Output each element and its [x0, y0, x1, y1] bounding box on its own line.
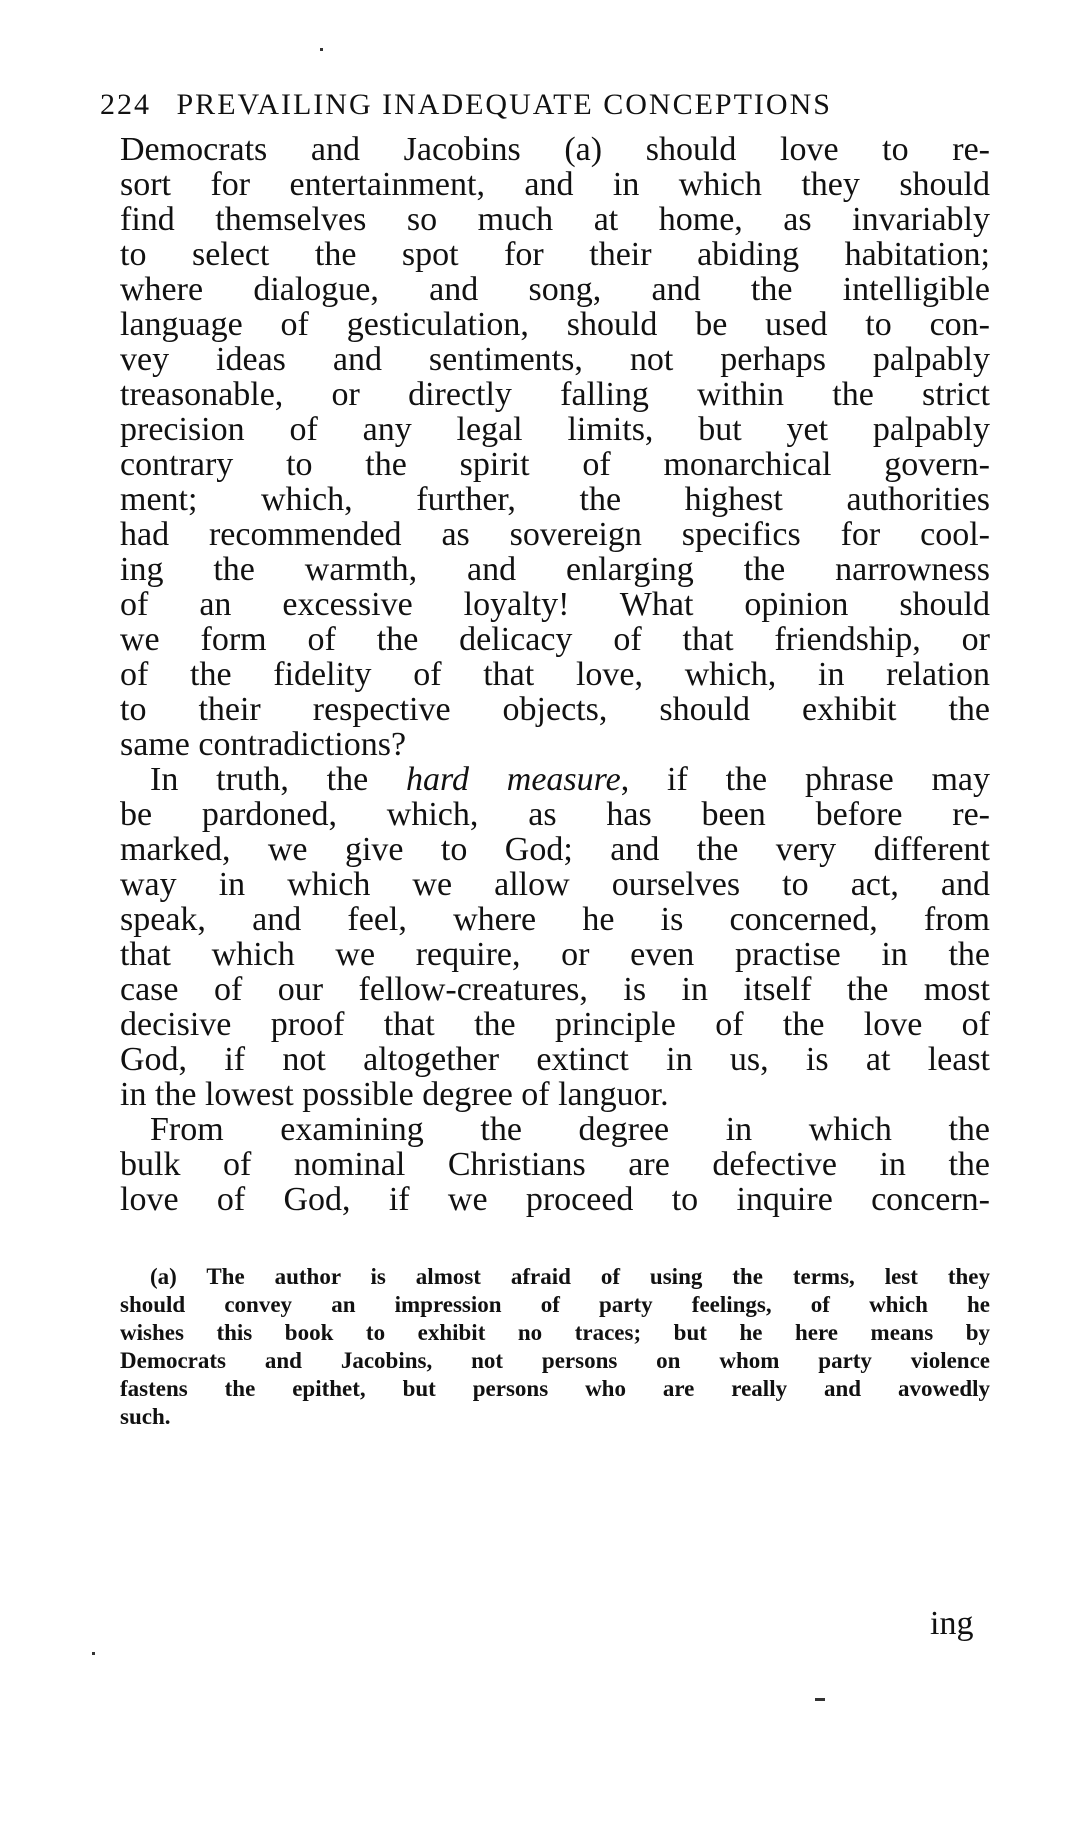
body-line: case of our fellow-creatures, is in itself the most	[120, 971, 990, 1008]
body-line: Democrats and Jacobins (a) should love to re-	[120, 131, 990, 168]
body-line: sort for entertainment, and in which they should	[120, 166, 990, 203]
catchword: ing	[930, 1605, 974, 1642]
body-line: of the fidelity of that love, which, in relation	[120, 656, 990, 693]
body-line: God, if not altogether extinct in us, is at least	[120, 1041, 990, 1078]
body-line: to select the spot for their abiding habitation;	[120, 236, 990, 273]
body-line: to their respective objects, should exhibit the	[120, 691, 990, 728]
text-run: In truth, the	[150, 761, 406, 798]
body-line: vey ideas and sentiments, not perhaps palpably	[120, 341, 990, 378]
running-title: PREVAILING INADEQUATE CONCEPTIONS	[176, 88, 832, 121]
paper-speck	[815, 1698, 825, 1701]
page-number: 224	[100, 88, 151, 121]
footnote-line: should convey an impression of party feelings, of which he	[120, 1292, 990, 1317]
body-line: precision of any legal limits, but yet palpably	[120, 411, 990, 448]
footnote-line: wishes this book to exhibit no traces; but he here means by	[120, 1320, 990, 1345]
body-line: decisive proof that the principle of the love of	[120, 1006, 990, 1043]
body-line: language of gesticulation, should be used to con-	[120, 306, 990, 343]
body-line: ment; which, further, the highest authorities	[120, 481, 990, 518]
text-run: , if the phrase may	[620, 761, 991, 798]
body-line: had recommended as sovereign specifics for cool-	[120, 516, 990, 553]
body-line: treasonable, or directly falling within the strict	[120, 376, 990, 413]
body-line: marked, we give to God; and the very different	[120, 831, 990, 868]
body-line: ing the warmth, and enlarging the narrowness	[120, 551, 990, 588]
body-line: From examining the degree in which the	[150, 1111, 990, 1148]
body-line: speak, and feel, where he is concerned, from	[120, 901, 990, 938]
body-line: way in which we allow ourselves to act, and	[120, 866, 990, 903]
footnote-line: such.	[120, 1404, 171, 1429]
body-line: same contradictions?	[120, 726, 407, 763]
paper-speck	[92, 1652, 95, 1655]
footnote-line: fastens the epithet, but persons who are really and avowedly	[120, 1376, 990, 1401]
body-line: where dialogue, and song, and the intelligible	[120, 271, 990, 308]
italic-phrase: hard measure	[406, 761, 621, 798]
body-line: that which we require, or even practise in the	[120, 936, 990, 973]
body-line: love of God, if we proceed to inquire concern-	[120, 1181, 990, 1218]
footnote-line: (a) The author is almost afraid of using the terms, lest they	[150, 1264, 990, 1289]
body-line: we form of the delicacy of that friendship, or	[120, 621, 990, 658]
running-header	[100, 88, 990, 128]
body-line: contrary to the spirit of monarchical govern-	[120, 446, 990, 483]
body-line: bulk of nominal Christians are defective in the	[120, 1146, 990, 1183]
body-line: be pardoned, which, as has been before re-	[120, 796, 990, 833]
body-line: find themselves so much at home, as invariably	[120, 201, 990, 238]
body-line: of an excessive loyalty! What opinion should	[120, 586, 990, 623]
paper-speck	[320, 48, 323, 51]
body-line: in the lowest possible degree of languor.	[120, 1076, 669, 1113]
paragraph-first-line	[150, 760, 990, 800]
footnote-line: Democrats and Jacobins, not persons on whom party violence	[120, 1348, 990, 1373]
